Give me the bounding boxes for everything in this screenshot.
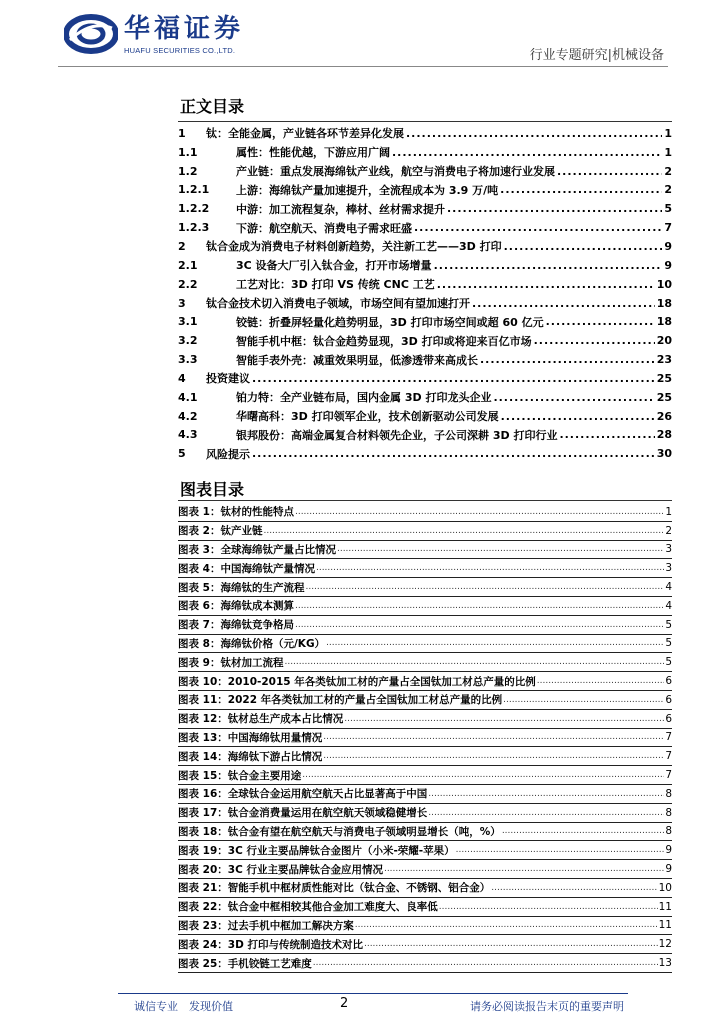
toc-entry-number: 4.1 (178, 390, 198, 404)
figure-entry[interactable] (178, 578, 672, 597)
toc-leader-dots (447, 202, 662, 215)
figure-leader-dots (355, 920, 658, 930)
figure-leader-dots (326, 638, 664, 648)
figure-entry[interactable] (178, 635, 672, 654)
figure-entry-page: 8 (665, 787, 672, 800)
toc-entry[interactable] (178, 124, 672, 143)
figure-entry[interactable] (178, 954, 672, 973)
toc-entry[interactable] (178, 350, 672, 369)
figure-entry-label: 图表 24： (178, 938, 228, 951)
report-category: 行业专题研究|机械设备 (529, 48, 664, 63)
toc-entry-page: 9 (664, 239, 672, 253)
toc-entry-title: 铂力特：全产业链布局，国内金属 3D 打印龙头企业 (236, 391, 492, 405)
toc-entry-number: 4 (178, 371, 186, 385)
toc-leader-dots (252, 372, 655, 385)
toc-leader-dots (480, 353, 655, 366)
toc-entry-page: 2 (664, 164, 672, 178)
toc-entry[interactable] (178, 275, 672, 294)
figure-leader-dots (295, 507, 664, 517)
figure-entry-title: 手机铰链工艺难度 (227, 957, 312, 970)
toc-leader-dots (534, 334, 655, 347)
toc-entry[interactable] (178, 181, 672, 200)
toc-entry[interactable] (178, 369, 672, 388)
toc-entry[interactable] (178, 143, 672, 162)
toc-entry-title: 智能手表外壳：减重效果明显，低渗透带来高成长 (236, 353, 478, 367)
figure-leader-dots (364, 939, 658, 949)
figure-entry-label: 图表 23： (178, 919, 228, 932)
toc-entry-title: 风险提示 (206, 447, 250, 461)
toc-entry[interactable] (178, 407, 672, 426)
figure-entry-label: 图表 8： (178, 637, 221, 650)
toc-leader-dots (559, 428, 654, 441)
toc-title: 正文目录 (180, 97, 245, 116)
toc-leader-dots (472, 297, 655, 310)
toc-entry-page: 25 (656, 390, 672, 404)
toc-entry-page: 26 (656, 409, 672, 423)
figure-entry-page: 5 (665, 637, 672, 650)
figure-entry-label: 图表 14： (178, 750, 228, 763)
figure-entry-label: 图表 6： (178, 600, 221, 613)
figure-entry-label: 图表 18： (178, 825, 228, 838)
figure-entry-title: 钛材加工流程 (220, 656, 284, 669)
figure-leader-dots (428, 808, 664, 818)
figure-leader-dots (502, 826, 665, 836)
figure-entry-title: 全球钛合金运用航空航天占比显著高于中国 (227, 788, 428, 801)
toc-entry-page: 23 (656, 353, 672, 367)
toc-entry-title: 投资建议 (206, 372, 250, 386)
figure-entry-page: 11 (658, 919, 672, 932)
figure-leader-dots (503, 695, 664, 705)
figures-title: 图表目录 (180, 480, 245, 499)
figure-entry[interactable] (178, 672, 672, 691)
toc-entry-page: 5 (664, 202, 672, 216)
figure-entry-title: 钛产业链 (220, 525, 263, 538)
page-number: 2 (340, 996, 349, 1011)
figure-entry[interactable] (178, 841, 672, 860)
figure-entry[interactable] (178, 653, 672, 672)
toc-entry-page: 25 (656, 371, 672, 385)
figure-entry[interactable] (178, 804, 672, 823)
figure-entry-page: 9 (665, 863, 672, 876)
figure-entry-label: 图表 2： (178, 525, 221, 538)
figure-entry-title: 2010-2015 年各类钛加工材的产量占全国钛加工材总产量的比例 (227, 675, 536, 688)
toc-entry-title: 工艺对比：3D 打印 VS 传统 CNC 工艺 (236, 278, 435, 292)
figure-entry-label: 图表 16： (178, 788, 228, 801)
toc-entry-page: 9 (664, 258, 672, 272)
figure-entry-label: 图表 4： (178, 562, 221, 575)
toc-entry-page: 18 (656, 296, 672, 310)
toc-entry-title: 华曙高科：3D 打印领军企业，技术创新驱动公司发展 (236, 410, 499, 424)
figure-leader-dots (316, 563, 664, 573)
figure-leader-dots (284, 657, 664, 667)
toc-entry-title: 产业链：重点发展海绵钛产业线，航空与消费电子将加速行业发展 (236, 165, 555, 179)
figure-entry-page: 12 (658, 938, 672, 951)
figure-entry-title: 钛合金有望在航空航天与消费电子领域明显增长（吨，%） (227, 825, 501, 838)
figure-entry-title: 中国海绵钛用量情况 (227, 731, 323, 744)
figure-entry-page: 2 (665, 524, 672, 537)
figure-entry[interactable] (178, 616, 672, 635)
table-of-contents (178, 124, 672, 463)
toc-leader-dots (493, 391, 654, 404)
toc-entry-title: 钛：全能金属，产业链各环节差异化发展 (206, 127, 404, 141)
logo-chinese: 华福证券 (124, 14, 245, 44)
figure-entry-page: 10 (658, 881, 672, 894)
figure-leader-dots (439, 902, 658, 912)
toc-entry[interactable] (178, 256, 672, 275)
figure-leader-dots (344, 714, 664, 724)
figure-entry[interactable] (178, 879, 672, 898)
toc-leader-dots (406, 127, 662, 140)
figure-entry[interactable] (178, 541, 672, 560)
figure-entry-label: 图表 20： (178, 863, 228, 876)
toc-entry-title: 上游：海绵钛产量加速提升，全流程成本为 3.9 万/吨 (236, 183, 499, 197)
figure-entry-label: 图表 13： (178, 731, 228, 744)
toc-leader-dots (392, 146, 662, 159)
logo-english: HUAFU SECURITIES CO.,LTD. (124, 46, 236, 55)
toc-entry-title: 铰链：折叠屏轻量化趋势明显，3D 打印市场空间或超 60 亿元 (236, 315, 544, 329)
figure-entry-title: 海绵钛的生产流程 (220, 581, 305, 594)
figure-entry-page: 5 (665, 656, 672, 669)
figure-entry[interactable] (178, 785, 672, 804)
figure-entry-title: 3D 打印与传统制造技术对比 (227, 938, 363, 951)
figure-entry[interactable] (178, 747, 672, 766)
figure-entry-page: 8 (665, 806, 672, 819)
figures-top-rule (178, 500, 672, 501)
figure-entry-title: 智能手机中框材质性能对比（钛合金、不锈钢、铝合金） (227, 882, 491, 895)
figure-leader-dots (428, 789, 664, 799)
toc-entry-page: 1 (664, 145, 672, 159)
toc-leader-dots (500, 183, 662, 196)
toc-top-rule (178, 121, 672, 122)
figure-entry-label: 图表 21： (178, 882, 228, 895)
huafu-logo-icon (64, 14, 118, 54)
toc-entry[interactable] (178, 426, 672, 445)
figure-entry-title: 海绵钛下游占比情况 (227, 750, 323, 763)
toc-entry-number: 1.2.3 (178, 221, 210, 235)
figure-entry[interactable] (178, 503, 672, 522)
toc-leader-dots (557, 165, 662, 178)
toc-entry-number: 3.2 (178, 334, 198, 348)
toc-entry-title: 中游：加工流程复杂，棒材、丝材需求提升 (236, 202, 445, 216)
toc-leader-dots (546, 315, 655, 328)
figure-entry-title: 3C 行业主要品牌钛合金应用情况 (227, 863, 383, 876)
figure-entry-label: 图表 17： (178, 807, 228, 820)
toc-entry-title: 钛合金技术切入消费电子领域，市场空间有望加速打开 (206, 297, 470, 311)
figure-entry-label: 图表 22： (178, 901, 228, 914)
toc-entry-number: 2.2 (178, 277, 198, 291)
figure-leader-dots (263, 526, 664, 536)
figure-leader-dots (384, 864, 664, 874)
toc-entry[interactable] (178, 199, 672, 218)
toc-leader-dots (434, 259, 663, 272)
toc-entry[interactable] (178, 331, 672, 350)
figure-leader-dots (302, 770, 664, 780)
footer-divider (118, 993, 628, 994)
figure-leader-dots (337, 544, 664, 554)
figure-entry-title: 钛合金主要用途 (227, 769, 302, 782)
toc-entry-number: 1.2.2 (178, 202, 210, 216)
figure-entry-page: 9 (665, 844, 672, 857)
figure-entry[interactable] (178, 710, 672, 729)
figure-entry-label: 图表 11： (178, 694, 228, 707)
figure-entry-page: 7 (665, 769, 672, 782)
toc-entry-number: 3 (178, 296, 186, 310)
figure-entry-page: 8 (665, 825, 672, 838)
toc-entry[interactable] (178, 218, 672, 237)
figure-entry[interactable] (178, 860, 672, 879)
toc-entry-number: 4.3 (178, 428, 198, 442)
figure-entry-title: 海绵钛成本测算 (220, 600, 294, 613)
toc-entry[interactable] (178, 312, 672, 331)
list-of-figures (178, 503, 672, 973)
figure-leader-dots (323, 732, 664, 742)
figure-entry[interactable] (178, 522, 672, 541)
figure-leader-dots (295, 620, 664, 630)
figure-entry-page: 4 (665, 599, 672, 612)
figure-entry-label: 图表 7： (178, 619, 221, 632)
toc-entry-title: 钛合金成为消费电子材料创新趋势，关注新工艺——3D 打印 (206, 240, 502, 254)
figure-entry-title: 钛材的性能特点 (220, 506, 294, 519)
figure-entry-title: 2022 年各类钛加工材的产量占全国钛加工材总产量的比例 (227, 694, 503, 707)
footer-slogan: 诚信专业 发现价值 (134, 1000, 233, 1013)
toc-entry-title: 3C 设备大厂引入钛合金，打开市场增量 (236, 259, 432, 273)
toc-leader-dots (252, 447, 655, 460)
toc-leader-dots (414, 221, 662, 234)
toc-leader-dots (501, 410, 655, 423)
figure-leader-dots (323, 751, 664, 761)
toc-entry-number: 2 (178, 239, 186, 253)
figure-entry-page: 3 (665, 543, 672, 556)
figure-entry-page: 7 (665, 750, 672, 763)
toc-leader-dots (437, 278, 655, 291)
figure-leader-dots (456, 845, 665, 855)
figure-entry-title: 3C 行业主要品牌钛合金图片（小米-荣耀-苹果） (227, 844, 455, 857)
figure-entry-label: 图表 9： (178, 656, 221, 669)
footer-disclaimer: 请务必阅读报告末页的重要声明 (470, 1000, 624, 1013)
toc-entry[interactable] (178, 444, 672, 463)
toc-entry-page: 2 (664, 183, 672, 197)
toc-entry-number: 4.2 (178, 409, 198, 423)
figure-entry-label: 图表 10： (178, 675, 228, 688)
figure-entry[interactable] (178, 935, 672, 954)
toc-entry-page: 7 (664, 221, 672, 235)
figure-entry-title: 钛合金中框相较其他合金加工难度大、良率低 (227, 901, 438, 914)
toc-entry-page: 18 (656, 315, 672, 329)
figure-leader-dots (537, 676, 665, 686)
figure-entry-page: 4 (665, 581, 672, 594)
toc-entry-title: 下游：航空航天、消费电子需求旺盛 (236, 221, 412, 235)
figure-entry[interactable] (178, 917, 672, 936)
figure-entry-label: 图表 1： (178, 506, 221, 519)
toc-entry-number: 3.3 (178, 353, 198, 367)
figure-leader-dots (295, 601, 664, 611)
figure-entry-title: 海绵钛价格（元/KG） (220, 637, 326, 650)
figure-entry-label: 图表 19： (178, 844, 228, 857)
figure-entry-label: 图表 25： (178, 957, 228, 970)
figure-entry[interactable] (178, 691, 672, 710)
toc-entry[interactable] (178, 162, 672, 181)
toc-entry-title: 属性：性能优越，下游应用广阔 (236, 146, 390, 160)
page-header (0, 0, 724, 72)
toc-entry-page: 30 (656, 447, 672, 461)
toc-leader-dots (504, 240, 663, 253)
figure-entry-page: 6 (665, 712, 672, 725)
header-divider (58, 66, 668, 67)
toc-entry-number: 2.1 (178, 258, 198, 272)
toc-entry-page: 28 (656, 428, 672, 442)
figure-entry-page: 6 (665, 675, 672, 688)
figure-entry-title: 海绵钛竞争格局 (220, 619, 294, 632)
toc-entry[interactable] (178, 388, 672, 407)
figure-entry[interactable] (178, 597, 672, 616)
figure-entry-title: 全球海绵钛产量占比情况 (220, 543, 336, 556)
figure-entry-title: 中国海绵钛产量情况 (220, 562, 315, 575)
toc-entry-number: 1.2.1 (178, 183, 210, 197)
toc-entry-number: 3.1 (178, 315, 198, 329)
figure-entry-label: 图表 12： (178, 713, 228, 726)
figure-entry-label: 图表 3： (178, 543, 221, 556)
toc-entry-title: 银邦股份：高端金属复合材料领先企业，子公司深耕 3D 打印行业 (236, 428, 558, 442)
figure-entry-label: 图表 5： (178, 581, 221, 594)
toc-entry-number: 1 (178, 126, 186, 140)
toc-entry-page: 10 (656, 277, 672, 291)
figure-entry-page: 6 (665, 693, 672, 706)
toc-entry[interactable] (178, 294, 672, 313)
figure-entry-page: 7 (665, 731, 672, 744)
figure-entry-page: 13 (658, 957, 672, 970)
figure-entry-page: 1 (665, 505, 672, 518)
figure-leader-dots (491, 883, 657, 893)
figure-entry-title: 过去手机中框加工解决方案 (227, 919, 354, 932)
figure-entry[interactable] (178, 898, 672, 917)
toc-entry[interactable] (178, 237, 672, 256)
figure-entry[interactable] (178, 823, 672, 842)
figure-entry-page: 3 (665, 562, 672, 575)
figure-entry-title: 钛材总生产成本占比情况 (227, 713, 344, 726)
figure-leader-dots (313, 958, 658, 968)
figure-entry-page: 11 (658, 900, 672, 913)
figure-entry[interactable] (178, 766, 672, 785)
figure-entry-label: 图表 15： (178, 769, 228, 782)
toc-entry-page: 20 (656, 334, 672, 348)
toc-entry-number: 1.2 (178, 164, 198, 178)
toc-entry-title: 智能手机中框：钛合金趋势显现，3D 打印或将迎来百亿市场 (236, 334, 532, 348)
figure-leader-dots (305, 582, 664, 592)
figure-entry-title: 钛合金消费量运用在航空航天领域稳健增长 (227, 807, 428, 820)
toc-entry-number: 1.1 (178, 145, 198, 159)
toc-entry-page: 1 (664, 126, 672, 140)
figure-entry[interactable] (178, 729, 672, 748)
figure-entry[interactable] (178, 559, 672, 578)
toc-entry-number: 5 (178, 447, 186, 461)
figure-entry-page: 5 (665, 618, 672, 631)
